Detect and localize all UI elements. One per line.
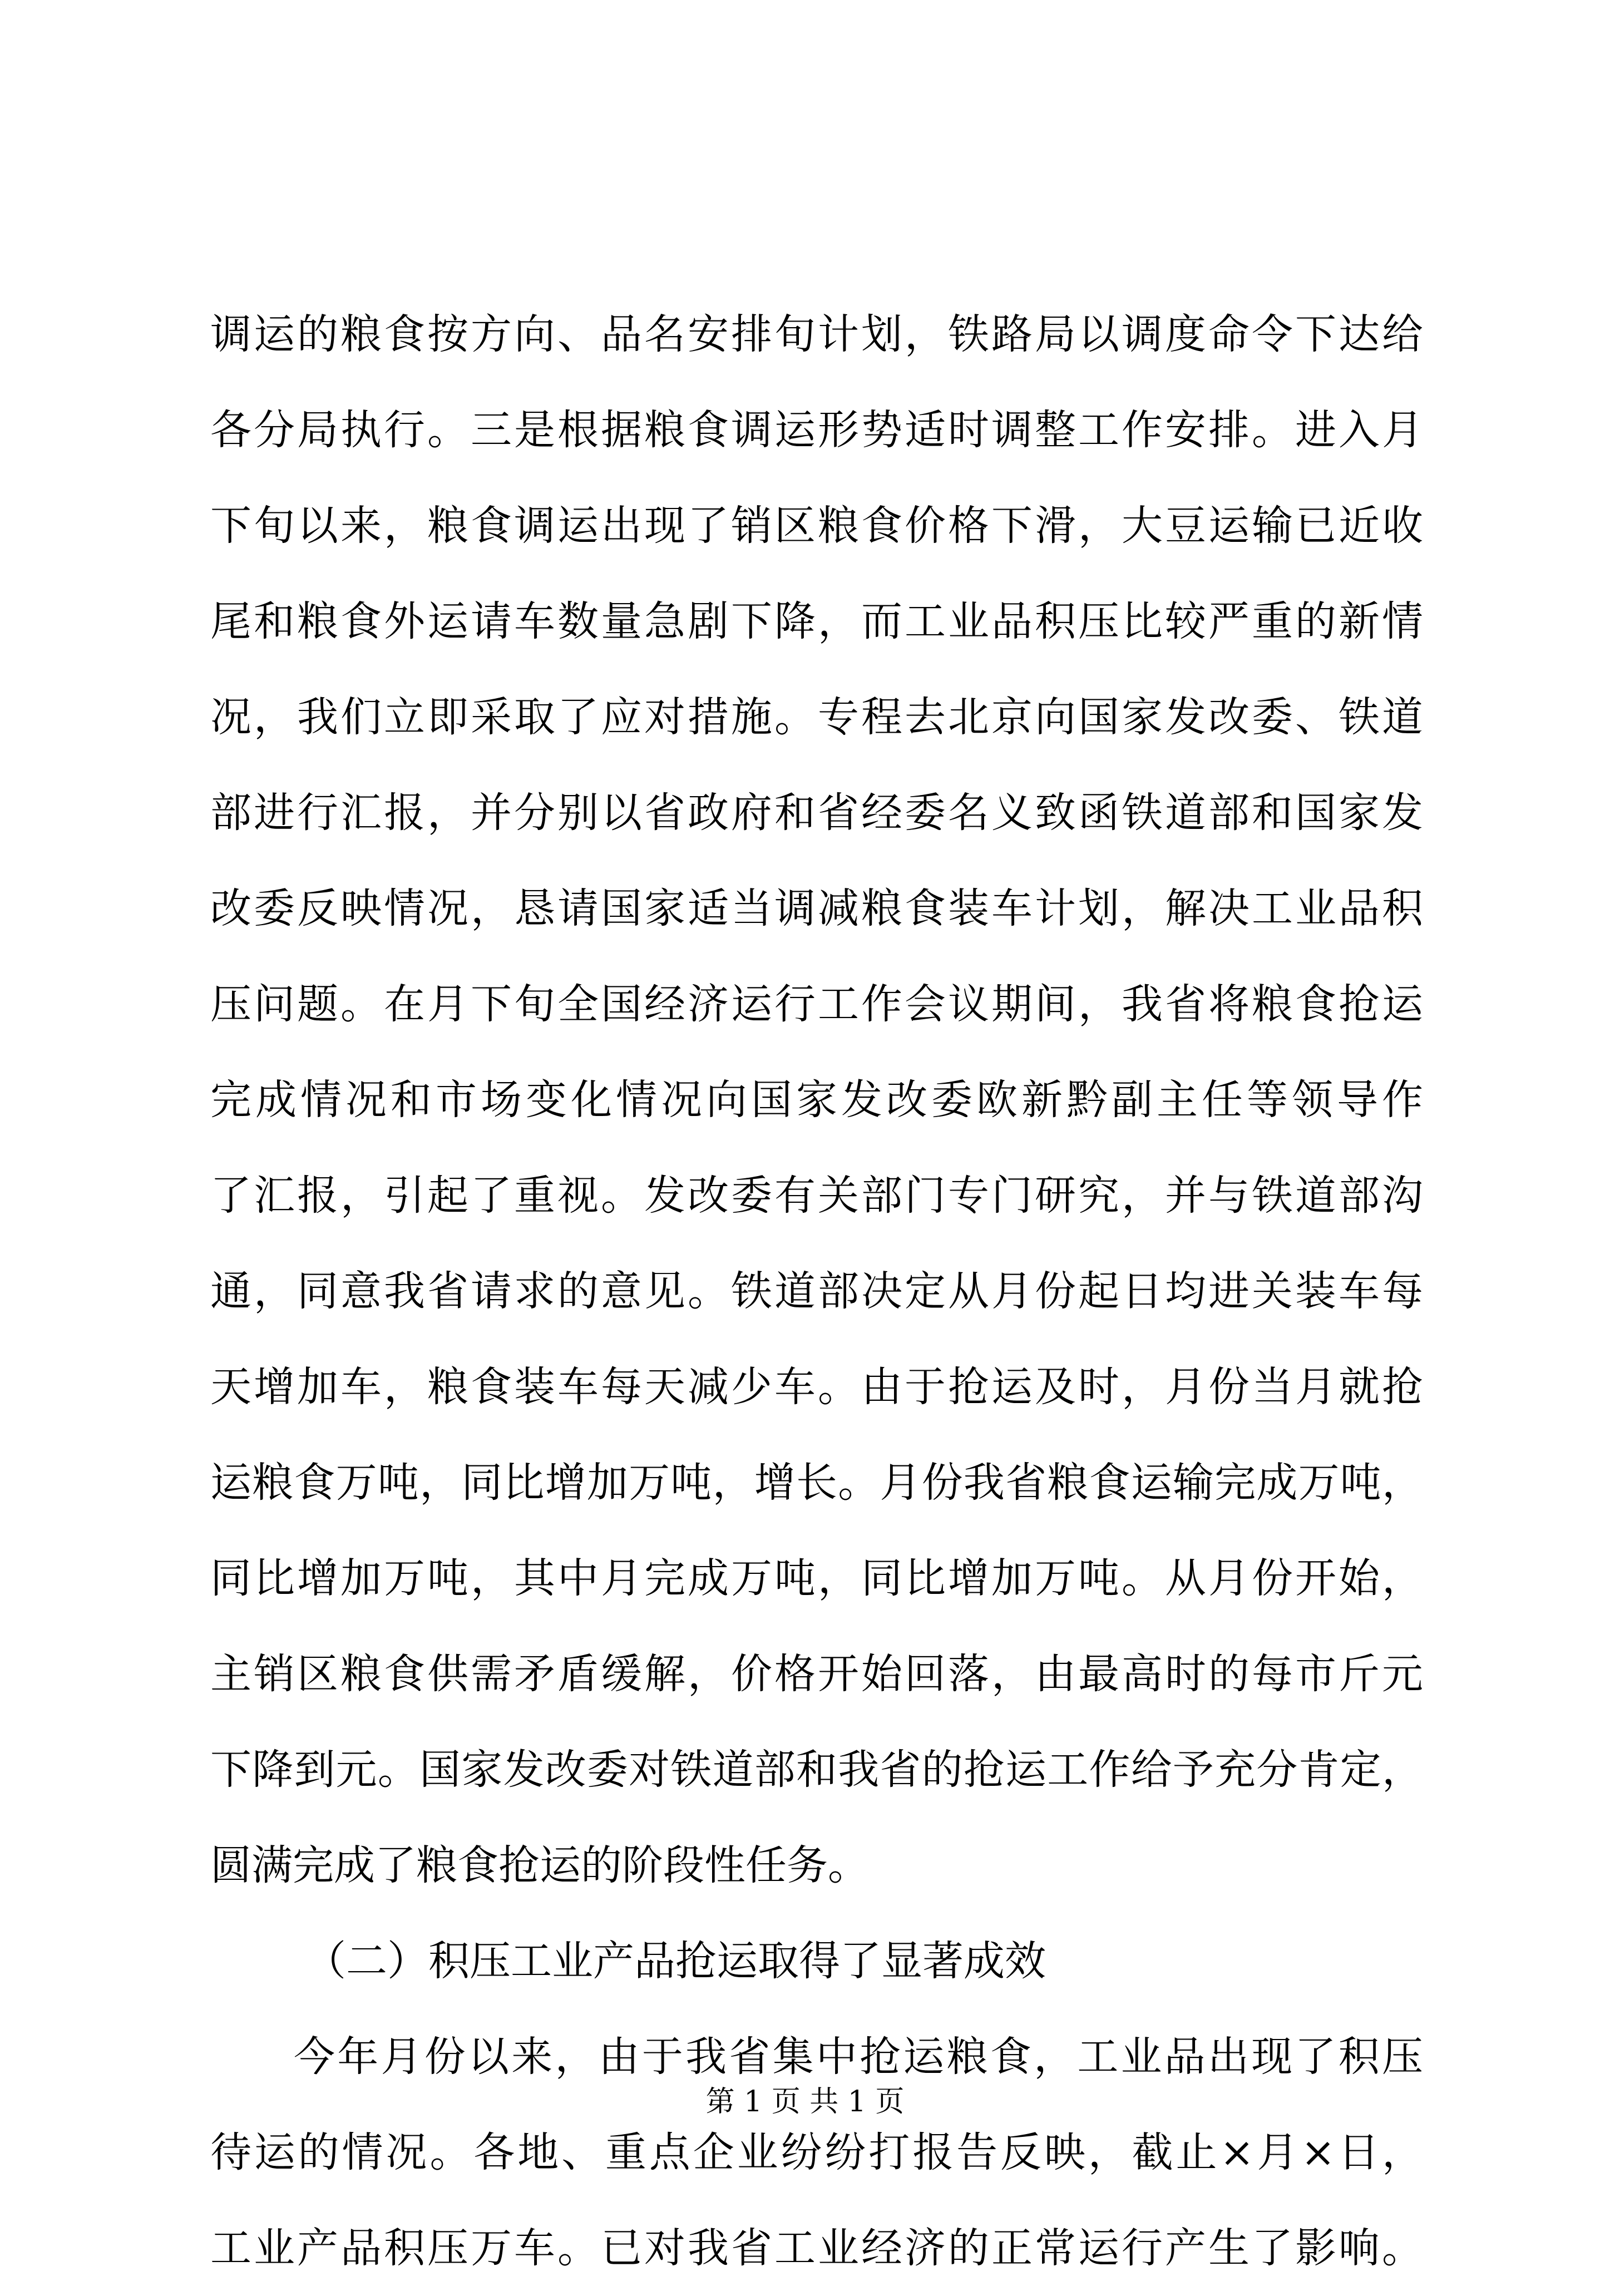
text-line: 下降到元。国家发改委对铁道部和我省的抢运工作给予充分肯定， — [210, 1746, 1423, 1794]
text-line: 圆满完成了粮食抢运的阶段性任务。 — [210, 1841, 869, 1889]
text-line: 待运的情况。各地、重点企业纷纷打报告反映，截止×月×日， — [210, 2129, 1423, 2176]
text-line: 压问题。在月下旬全国经济运行工作会议期间，我省将粮食抢运 — [210, 980, 1423, 1028]
text-line: 了汇报，引起了重视。发改委有关部门专门研究，并与铁道部沟 — [210, 1172, 1423, 1219]
text-line: 下旬以来，粮食调运出现了销区粮食价格下滑，大豆运输已近收 — [210, 502, 1423, 550]
text-line: 况，我们立即采取了应对措施。专程去北京向国家发改委、铁道 — [210, 693, 1423, 741]
text-line: 今年月份以来，由于我省集中抢运粮食，工业品出现了积压 — [294, 2033, 1423, 2081]
text-line: 主销区粮食供需矛盾缓解，价格开始回落，由最高时的每市斤元 — [210, 1650, 1423, 1698]
text-line: 工业产品积压万车。已对我省工业经济的正常运行产生了影响。 — [210, 2224, 1423, 2272]
text-line: 运粮食万吨，同比增加万吨，增长。月份我省粮食运输完成万吨， — [210, 1459, 1423, 1507]
text-line: 调运的粮食按方向、品名安排旬计划，铁路局以调度命令下达给 — [210, 310, 1423, 358]
page-number-footer: 第 1 页 共 1 页 — [705, 2085, 905, 2119]
text-line: 天增加车，粮食装车每天减少车。由于抢运及时，月份当月就抢 — [210, 1363, 1423, 1411]
text-line: 部进行汇报，并分别以省政府和省经委名义致函铁道部和国家发 — [210, 789, 1423, 837]
text-line: 通，同意我省请求的意见。铁道部决定从月份起日均进关装车每 — [210, 1267, 1423, 1315]
text-line: 尾和粮食外运请车数量急剧下降，而工业品积压比较严重的新情 — [210, 598, 1423, 645]
text-line: 改委反映情况，恳请国家适当调减粮食装车计划，解决工业品积 — [210, 885, 1423, 932]
text-line: 完成情况和市场变化情况向国家发改委欧新黔副主任等领导作 — [210, 1076, 1423, 1124]
text-line: 各分局执行。三是根据粮食调运形势适时调整工作安排。进入月 — [210, 406, 1423, 454]
section-heading: （二）积压工业产品抢运取得了显著成效 — [305, 1937, 1046, 1985]
document-body — [210, 287, 1423, 2296]
text-line: 同比增加万吨，其中月完成万吨，同比增加万吨。从月份开始， — [210, 1554, 1423, 1602]
